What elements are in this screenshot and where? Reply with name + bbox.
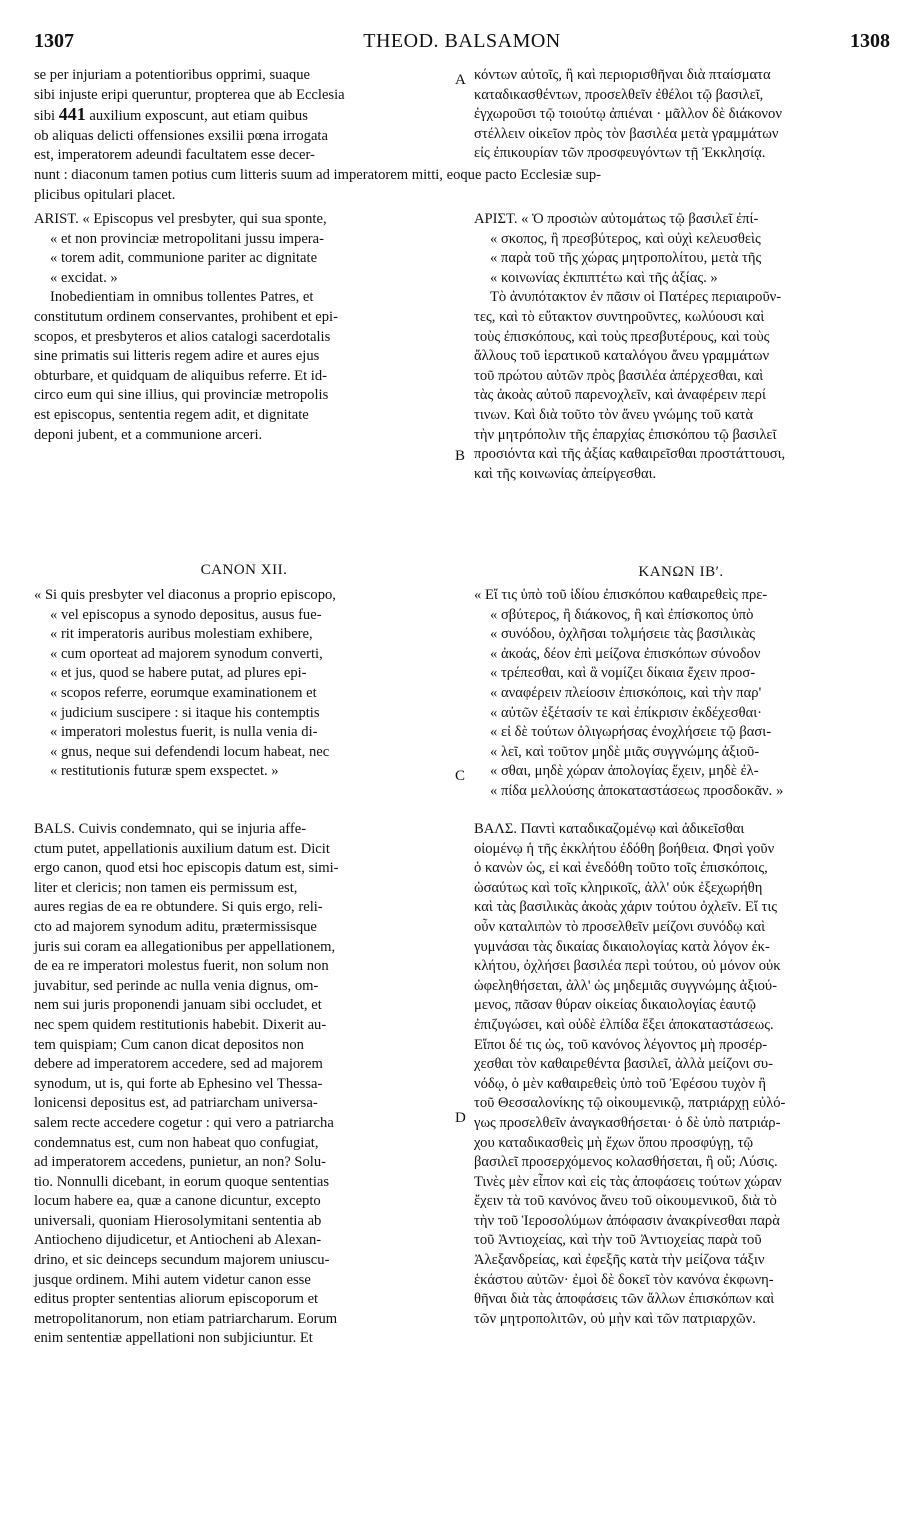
arist-greek-block <box>474 210 888 484</box>
text-line: universali, quoniam Hierosolymitani sententia ab <box>34 1212 322 1229</box>
text-line: Τινὲς μὲν εἶπον καὶ εἰς τὰς ἀποφάσεις τούτων χώραν <box>474 1173 782 1190</box>
margin-letter-c: C <box>455 768 466 784</box>
text-line: « gnus, neque sui defendendi locum habeat, nec <box>50 743 330 760</box>
text-line: τοῦ πρώτου αὐτῶν πρὸς βασιλέα ἀπέρχεσθαι, καὶ <box>474 367 764 384</box>
text-line: χεσθαι τὸν καθαιρεθέντα βασιλεῖ, ἀλλὰ μείζονι συ- <box>474 1056 774 1073</box>
text-line: « et non provinciæ metropolitani jussu impera- <box>50 230 324 247</box>
text-line: tio. Nonnulli dicebant, in eorum quoque sententias <box>34 1173 330 1190</box>
text-line: se per injuriam a potentioribus opprimi, suaque <box>34 67 311 83</box>
text-line: οἰομένῳ ἡ τῆς ἐκκλήτου ἐδόθη βοήθεια. Φησὶ γοῦν <box>474 840 775 857</box>
text-line: de ea re imperatori molestus fuerit, non solum non <box>34 958 329 975</box>
text-line: sibi injuste eripi queruntur, propterea que ab Ecclesia <box>34 86 345 103</box>
page-number-right: 1308 <box>850 30 890 52</box>
text-line: metropolitanorum, non etiam patriarcharum. Eorum <box>34 1310 338 1327</box>
bals-latin-block <box>34 820 454 1349</box>
text-line: ΒΑΛΣ. Παντὶ καταδικαζομένῳ καὶ ἀδικεῖσθαι <box>474 821 745 837</box>
text-line: ἐγχωροῦσι τῷ τοιούτῳ ἀπιέναι · μᾶλλον δὲ διάκονον <box>474 106 782 123</box>
text-line: sine primatis sui litteris regem adire et aures ejus <box>34 348 320 365</box>
text-line: ARIST. « Episcopus vel presbyter, qui sua sponte, <box>34 211 327 227</box>
text-line: καὶ τὰς βασιλικὰς ἀκοὰς χάριν τούτου ὀχλεῖν. Εἴ τις <box>474 899 778 916</box>
text-line: cto ad majorem synodum aditu, prætermissisque <box>34 918 317 935</box>
margin-letter-b: B <box>455 448 466 464</box>
text-line: Τὸ ἀνυπότακτον ἐν πᾶσιν οἱ Πατέρες περιαιροῦν- <box>490 289 782 306</box>
text-line: ὁ κανὼν ὡς, εἰ καὶ ἐνεδόθη τοῦτο τοῖς ἐπισκόποις, <box>474 860 768 877</box>
text-line: τὴν μητρόπολιν τῆς ἐπαρχίας ἐπισκόπου τῷ βασιλεῖ <box>474 426 777 443</box>
text-line <box>34 105 454 127</box>
text-line: salem recte accedere cogetur : qui vero a patriarcha <box>34 1114 334 1131</box>
text-line: στέλλειν οἰκεῖον πρὸς τὸν βασιλέα μετὰ γραμμάτων <box>474 125 779 142</box>
text-line: κλήτου, ὀχλήσει βασιλέα περὶ τούτου, οὐ μόνον οὐκ <box>474 958 781 975</box>
text-line: Inobedientiam in omnibus tollentes Patres, et <box>50 289 314 306</box>
text-line: τοῦ Θεσσαλονίκης τῷ οἰκουμενικῷ, πατριάρχῃ εὐλό- <box>474 1095 786 1112</box>
text-fragment: sibi <box>34 108 56 125</box>
text-line: nec spem quidem restitutionis habebit. Dixerit au- <box>34 1016 327 1033</box>
text-line: « συνόδου, ὀχλῆσαι τολμήσειε τὰς βασιλικὰς <box>490 626 755 643</box>
canon-latin-title: CANON XII. <box>200 562 288 578</box>
text-line: ὠφεληθήσεται, ἀλλ' ὡς μηδεμιᾶς συγγνώμης ἀξιού- <box>474 977 778 994</box>
text-line: « λεῖ, καὶ τοῦτον μηδὲ μιᾶς συγγνώμης ἀξιοῦ- <box>490 743 760 760</box>
text-line: « σθαι, μηδὲ χώραν ἀπολογίας ἔχειν, μηδὲ ἐλ- <box>490 763 759 780</box>
text-line: est episcopus, sententia regem adit, et dignitate <box>34 406 309 423</box>
text-line: ἐπιζυγώσει, καὶ οὐδὲ ἐλπίδα ἕξει ἀποκαταστάσεως. <box>474 1016 774 1033</box>
text-line: ὡσαύτως καὶ τοῖς κληρικοῖς, ἀλλ' οὐκ ἐξεχωρήθη <box>474 879 763 896</box>
text-line: « ἀκοάς, δέον ἐπὶ μείζονα ἐπισκόπων σύνοδον <box>490 645 761 662</box>
text-line: debere ad imperatorem accedere, sed ad majorem <box>34 1056 323 1073</box>
arist-latin-block <box>34 210 454 445</box>
text-line: « αὐτῶν ἐξέτασίν τε καὶ ἐπίκρισιν ἐκδέχεσθαι· <box>490 704 763 721</box>
text-line: ἄλλους τοῦ ἱερατικοῦ καταλόγου ἄνευ γραμμάτων <box>474 348 770 365</box>
text-line: « σβύτερος, ἢ διάκονος, ἢ καὶ ἐπίσκοπος ὑπὸ <box>490 606 754 623</box>
text-line: « torem adit, communione pariter ac dignitate <box>50 250 318 267</box>
top-latin-last-line: plicibus opitulari placet. <box>34 187 176 203</box>
text-line: « excidat. » <box>50 269 118 286</box>
text-line: Ἀλεξανδρείας, καὶ ἐφεξῆς κατὰ τὴν μείζονα τάξιν <box>474 1252 765 1269</box>
text-line: « imperatori molestus fuerit, is nulla venia di- <box>50 724 318 741</box>
text-line: κόντων αὐτοῖς, ἢ καὶ περιορισθῆναι διὰ πταίσματα <box>474 67 771 83</box>
text-line: « restitutionis futuræ spem exspectet. » <box>50 763 279 780</box>
spanning-text-line: nunt : diaconum tamen potius cum litteris suum ad imperatorem mitti, eoque pacto Ecclesiæ sup- <box>34 167 602 183</box>
running-head: THEOD. BALSAMON <box>363 30 561 52</box>
text-line: οὖν καταλιπὼν τὸ προσελθεῖν μείζονι συνόδῳ καὶ <box>474 918 766 935</box>
text-line: ad imperatorem accedens, punietur, an non? Solu- <box>34 1154 326 1171</box>
text-line: BALS. Cuivis condemnato, qui se injuria affe- <box>34 821 307 837</box>
text-line: « εἰ δὲ τούτων ὀλιγωρήσας ἐνοχλήσειε τῷ βασι- <box>490 724 772 741</box>
text-line: drino, et sic deinceps secundum majorem uniuscu- <box>34 1252 330 1269</box>
text-line: « σκοπος, ἢ πρεσβύτερος, καὶ οὐχὶ κελευσθεὶς <box>490 230 761 247</box>
text-line: deponi jubent, et a communione arceri. <box>34 426 263 443</box>
text-line: obturbare, et quidquam de aliquibus referre. Et id- <box>34 367 327 384</box>
text-line: εἰς ἐπικουρίαν τῶν προσφευγόντων τῇ Ἐκκλησίᾳ. <box>474 145 766 162</box>
text-line: ctum putet, appellationis auxilium datum est. Dicit <box>34 840 330 857</box>
text-line: « Εἴ τις ὑπὸ τοῦ ἰδίου ἐπισκόπου καθαιρεθεὶς πρε- <box>474 587 768 603</box>
top-latin-block <box>34 66 454 166</box>
text-line: nem sui juris proponendi januam sibi occludet, et <box>34 997 322 1014</box>
text-line: condemnatus est, cum non habeat quo confugiat, <box>34 1134 319 1151</box>
page-header <box>30 30 894 60</box>
text-line: θῆναι διὰ τὰς ἀποφάσεις τῶν ἄλλων ἐπισκόπων καὶ <box>474 1291 775 1308</box>
text-fragment: auxilium exposcunt, aut etiam quibus <box>89 108 308 125</box>
text-line: τες, καὶ τὸ εὔτακτον συντηροῦντες, κωλύουσι καὶ <box>474 308 765 325</box>
text-line: γυμνάσαι τὰς δικαίας δικαιολογίας κατὰ λόγον ἐκ- <box>474 938 770 955</box>
text-line: « scopos referre, eorumque examinationem et <box>50 684 317 701</box>
text-line: circo eum qui sine illius, qui provinciæ metropolis <box>34 387 329 404</box>
text-line: βασιλεῖ προσερχόμενος κολασθήσεται, ἢ οὔ; Λύσις. <box>474 1154 778 1171</box>
text-line: ἔχειν τὰ τοῦ κανόνος ἄνευ τοῦ οἰκουμενικοῦ, διὰ τὸ <box>474 1193 777 1210</box>
text-line: χου καταδικασθεὶς μὴ ἔχων ὅπου προσφύγῃ, τῷ <box>474 1134 754 1151</box>
text-line: τὴν τοῦ Ἱεροσολύμων ἀπόφασιν ἀνακρίνεσθαι παρὰ <box>474 1212 780 1229</box>
column-number-marker: 441 <box>58 104 86 125</box>
text-line: « vel episcopus a synodo depositus, ausus fue- <box>50 606 322 623</box>
text-line: « cum oporteat ad majorem synodum converti, <box>50 645 323 662</box>
canon-greek-title: ΚΑΝΩΝ ΙΒʹ. <box>638 564 724 580</box>
text-line: enim sententiæ appellationi non subjiciuntur. Et <box>34 1330 313 1347</box>
text-line: γως προσελθεῖν ἀναγκασθήσεται· ὁ δὲ ὑπὸ πατριάρ- <box>474 1114 781 1131</box>
text-line: « παρὰ τοῦ τῆς χώρας μητροπολίτου, μετὰ τῆς <box>490 250 762 267</box>
text-line: scopos, et presbyteros et alios catalogi sacerdotalis <box>34 328 331 345</box>
text-line: juvabitur, sed perinde ac nulla venia dignus, om- <box>34 977 319 994</box>
text-line: νόδῳ, ὁ μὲν καθαιρεθεὶς ὑπὸ τοῦ Ἐφέσου τυχὸν ἢ <box>474 1075 766 1092</box>
text-line: « Si quis presbyter vel diaconus a proprio episcopo, <box>34 587 336 603</box>
text-line: « κοινωνίας ἐκπιπτέτω καὶ τῆς ἀξίας. » <box>490 269 718 286</box>
text-line: προσιόντα καὶ τῆς ἀξίας καθαιρεῖσθαι προστάττουσι, <box>474 446 786 463</box>
text-line: juris sui coram ea allegationibus per appellationem, <box>34 938 336 955</box>
text-line: ergo canon, quod etsi hoc episcopis datum est, simi- <box>34 860 339 877</box>
bals-greek-block <box>474 820 888 1329</box>
text-line: τῶν μητροπολιτῶν, οὐ μὴν καὶ τῶν πατριαρχῶν. <box>474 1310 756 1327</box>
text-line: τὰς ἀκοὰς αὐτοῦ παρενοχλεῖν, καὶ ἀναφέρειν περί <box>474 387 766 404</box>
text-line: aures regias de ea re obtundere. Si quis ergo, reli- <box>34 899 323 916</box>
text-line: « αναφέρειν πλείοσιν ἐπισκόποις, καὶ τὴν παρ' <box>490 684 762 701</box>
text-line: lonicensi depositus est, ad patriarcham universa- <box>34 1095 318 1112</box>
text-line: ob aliquas delicti offensiones exsilii pœna irrogata <box>34 127 328 144</box>
text-line: ΑΡΙΣΤ. « Ὁ προσιὼν αὐτομάτως τῷ βασιλεῖ ἐπί- <box>474 211 759 227</box>
text-line: ἑκάστου αὐτῶν· ἐμοὶ δὲ δοκεῖ τὸν κανόνα ἐκφωνη- <box>474 1271 774 1288</box>
text-line: καταδικασθέντων, προσελθεῖν ἐθέλοι τῷ βασιλεῖ, <box>474 86 764 103</box>
text-line: Εἴποι δέ τις ὡς, τοῦ κανόνος λέγοντος μὴ προσέρ- <box>474 1036 768 1053</box>
text-line: τοῦ Ἀντιοχείας, καὶ τὴν τοῦ Ἀντιοχείας παρὰ τοῦ <box>474 1232 762 1249</box>
page-number-left: 1307 <box>34 30 74 52</box>
text-line: tem quispiam; Cum canon dicat depositos non <box>34 1036 304 1053</box>
text-line: est, imperatorem adeundi facultatem esse decer- <box>34 147 315 164</box>
canon-latin-block <box>34 586 454 782</box>
canon-greek-block <box>474 586 888 802</box>
text-line: « et jus, quod se habere putat, ad plures epi- <box>50 665 307 682</box>
text-line: τοὺς ἐπισκόπους, καὶ τοὺς πρεσβυτέρους, καὶ τοὺς <box>474 328 770 345</box>
top-greek-block <box>474 66 888 164</box>
margin-letter-a: A <box>455 72 466 88</box>
text-line: « rit imperatoris auribus molestiam exhibere, <box>50 626 313 643</box>
text-line: μενος, πᾶσαν θύραν οἰκείας δικαιολογίας ἑαυτῷ <box>474 997 756 1014</box>
text-line: liter et clericis; non tamen eis permissum est, <box>34 879 298 896</box>
text-line: « judicium suscipere : si itaque his contemptis <box>50 704 320 721</box>
text-line: « πίδα μελλούσης ἀποκαταστάσεως προσδοκᾶν. » <box>490 782 784 799</box>
text-line: « τρέπεσθαι, καὶ ἃ νομίζει δίκαια ἔχειν προσ- <box>490 665 756 682</box>
text-line: Antiocheno dijudicetur, et Antiocheni ab Alexan- <box>34 1232 322 1249</box>
text-line: synodum, ut is, qui forte ab Ephesino vel Thessa- <box>34 1075 323 1092</box>
text-line: locum habere ea, quæ a canone dicuntur, excepto <box>34 1193 321 1210</box>
text-line: jusque ordinem. Mihi autem videtur canon esse <box>34 1271 311 1288</box>
text-line: καὶ τῆς κοινωνίας ἀπείργεσθαι. <box>474 465 657 482</box>
text-line: τινων. Καὶ διὰ τοῦτο τὸν ἄνευ γνώμης τοῦ κατὰ <box>474 406 754 423</box>
margin-letter-d: D <box>455 1110 466 1126</box>
text-line: editus propter sententias aliorum episcoporum et <box>34 1291 319 1308</box>
text-line: constitutum ordinem conservantes, prohibent et epi- <box>34 308 338 325</box>
